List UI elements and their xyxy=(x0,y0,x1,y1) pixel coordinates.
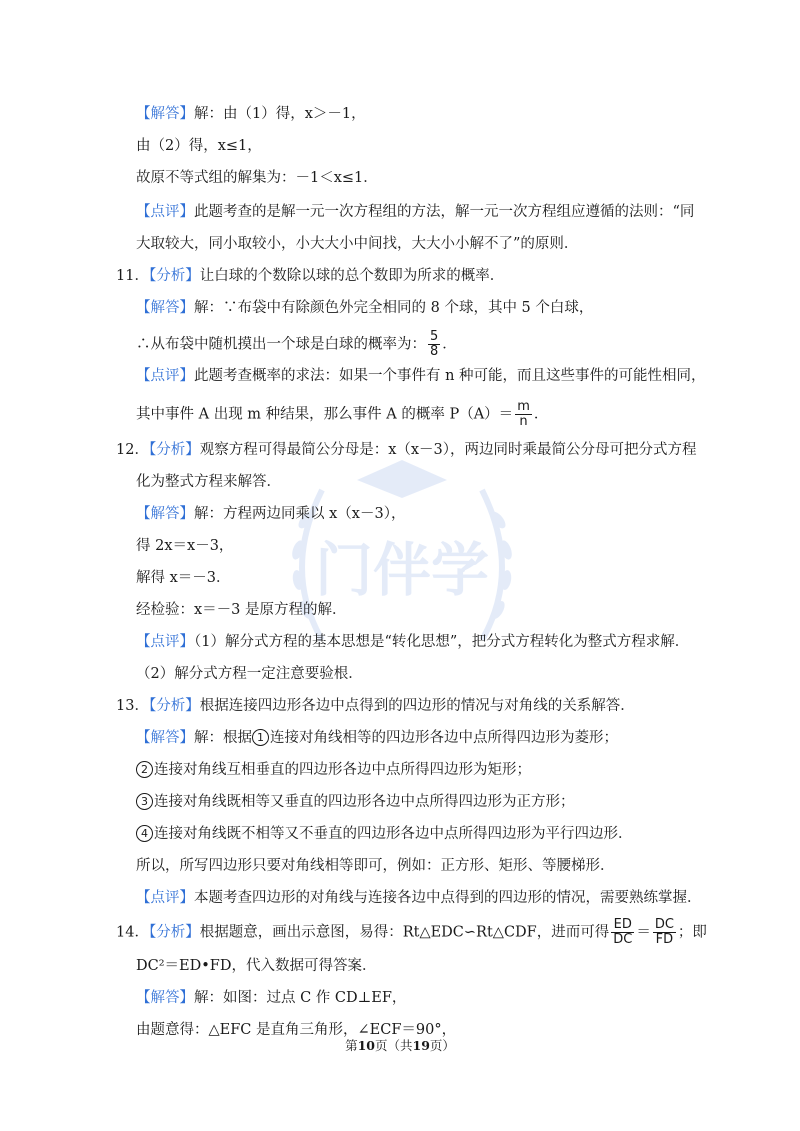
footer-mid: 页（共 xyxy=(374,1038,413,1053)
text-line xyxy=(136,728,618,748)
line-text-after: ；即 xyxy=(677,924,707,941)
section-tag: 【点评】 xyxy=(136,204,194,220)
fraction-numerator: ED xyxy=(611,918,634,933)
section-tag: 【解答】 xyxy=(136,300,194,316)
text-line xyxy=(116,918,707,947)
fraction-2-numerator: DC xyxy=(654,917,674,932)
text-line xyxy=(136,988,406,1008)
line-text-after: ． xyxy=(533,406,549,423)
section-tag: 【解答】 xyxy=(136,990,194,1006)
text-line xyxy=(136,568,231,588)
text-line xyxy=(136,202,694,222)
text-line xyxy=(136,330,457,359)
text-line xyxy=(136,760,531,780)
text-line xyxy=(136,472,281,492)
text-line xyxy=(136,234,578,254)
text-line xyxy=(136,104,366,124)
fraction xyxy=(428,330,440,359)
line-text: 解：由（1）得，x＞－1， xyxy=(194,106,366,122)
section-tag: 【分析】 xyxy=(148,698,200,714)
section-tag: 【分析】 xyxy=(148,924,200,941)
line-text: 观察方程可得最简公分母是：x（x－3），两边同时乘最简公分母可把分式方程 xyxy=(199,442,697,458)
circled-number: 2 xyxy=(136,761,153,778)
text-line xyxy=(136,600,347,620)
section-tag: 【点评】 xyxy=(136,634,194,650)
line-text: 解得 x＝－3． xyxy=(136,570,231,586)
page-footer xyxy=(0,1036,800,1054)
section-tag: 【解答】 xyxy=(136,106,194,122)
fraction-numerator: m xyxy=(517,399,530,414)
line-text: 故原不等式组的解集为：－1＜x≤1． xyxy=(136,170,378,186)
fraction-denominator: 8 xyxy=(430,344,439,359)
fraction xyxy=(611,918,634,947)
line-text: 解：根据 xyxy=(194,730,252,746)
line-text: 化为整式方程来解答． xyxy=(136,474,281,490)
text-line xyxy=(136,504,405,524)
line-text: 大取较大，同小取较小，小大大小中间找，大大小小解不了”的原则． xyxy=(136,236,579,252)
line-text: （2）解分式方程一定注意要验根． xyxy=(136,666,363,682)
text-line xyxy=(136,792,575,812)
question-number: 11． xyxy=(116,268,149,284)
footer-total-pages: 19 xyxy=(412,1038,430,1053)
line-text: 由（2）得，x≤1， xyxy=(136,138,262,154)
text-line xyxy=(136,956,376,976)
line-text-after: 连接对角线既相等又垂直的四边形各边中点所得四边形为正方形； xyxy=(154,794,575,810)
section-tag: 【点评】 xyxy=(136,368,194,384)
text-line xyxy=(116,696,635,716)
circled-number: 4 xyxy=(136,825,153,842)
text-line xyxy=(136,632,689,652)
footer-suffix: 页） xyxy=(429,1038,455,1053)
line-text: 经检验：x＝－3 是原方程的解． xyxy=(136,602,347,618)
line-text-after: 连接对角线互相垂直的四边形各边中点所得四边形为矩形； xyxy=(154,762,531,778)
line-text-after: 连接对角线既不相等又不垂直的四边形各边中点所得四边形为平行四边形． xyxy=(154,826,633,842)
line-text: 其中事件 A 出现 m 种结果，那么事件 A 的概率 P（A）＝ xyxy=(136,406,514,423)
line-text: 根据连接四边形各边中点得到的四边形的情况与对角线的关系解答． xyxy=(199,698,635,714)
text-line xyxy=(136,856,615,876)
svg-text:门伴学: 门伴学 xyxy=(314,536,490,604)
text-line xyxy=(136,136,262,156)
fraction-2-denominator: FD xyxy=(655,932,674,947)
line-text: 让白球的个数除以球的总个数即为所求的概率． xyxy=(199,268,505,284)
section-tag: 【解答】 xyxy=(136,506,194,522)
section-tag: 【解答】 xyxy=(136,730,194,746)
fraction xyxy=(515,400,532,429)
text-line xyxy=(116,266,504,286)
line-text: 由题意得：△EFC 是直角三角形，∠ECF＝90°， xyxy=(136,1022,457,1038)
text-line xyxy=(136,888,702,908)
line-text: （1）解分式方程的基本思想是“转化思想”，把分式方程转化为整式方程求解． xyxy=(194,634,690,650)
text-line xyxy=(136,536,233,556)
text-line xyxy=(136,824,633,844)
section-tag: 【分析】 xyxy=(148,442,200,458)
line-text: 解：方程两边同乘以 x（x－3）， xyxy=(194,506,406,522)
footer-page-number: 10 xyxy=(357,1038,375,1053)
text-line xyxy=(116,440,697,460)
line-text: 此题考查的是解一元一次方程组的方法，解一元一次方程组应遵循的法则：“同 xyxy=(194,204,695,220)
line-text: 所以，所写四边形只要对角线相等即可，例如：正方形、矩形、等腰梯形． xyxy=(136,858,615,874)
text-line xyxy=(136,366,706,386)
line-text: ∴从布袋中随机摸出一个球是白球的概率为： xyxy=(136,336,426,353)
text-line xyxy=(136,168,378,188)
line-text: 此题考查概率的求法：如果一个事件有 n 种可能，而且这些事件的可能性相同， xyxy=(194,368,706,384)
section-tag: 【点评】 xyxy=(136,890,194,906)
text-line xyxy=(136,664,363,684)
question-number: 13． xyxy=(116,698,149,714)
equals-sign: ＝ xyxy=(636,924,651,941)
question-number: 12． xyxy=(116,442,149,458)
line-text: 解：如图：过点 C 作 CD⊥EF， xyxy=(194,990,407,1006)
fraction-2 xyxy=(653,918,676,947)
fraction-denominator: DC xyxy=(613,932,633,947)
question-number: 14． xyxy=(116,924,149,941)
fraction-numerator: 5 xyxy=(430,329,439,344)
footer-prefix: 第 xyxy=(345,1038,358,1053)
fraction-denominator: n xyxy=(519,414,528,429)
line-text: DC²＝ED•FD，代入数据可得答案． xyxy=(136,958,377,974)
line-text: 解：∵布袋中有除颜色外完全相同的 8 个球，其中 5 个白球， xyxy=(194,300,594,316)
text-line xyxy=(136,298,593,318)
circled-number: 3 xyxy=(136,793,153,810)
text-line xyxy=(136,400,548,429)
line-text: 得 2x＝x－3， xyxy=(136,538,234,554)
line-text-after: 连接对角线相等的四边形各边中点所得四边形为菱形； xyxy=(270,730,618,746)
line-text: 本题考查四边形的对角线与连接各边中点得到的四边形的情况，需要熟练掌握． xyxy=(194,890,702,906)
circled-number: 1 xyxy=(252,729,269,746)
section-tag: 【分析】 xyxy=(148,268,200,284)
line-text: 根据题意，画出示意图，易得：Rt△EDC∽Rt△CDF，进而可得 xyxy=(199,924,610,941)
line-text-after: ． xyxy=(442,336,457,353)
